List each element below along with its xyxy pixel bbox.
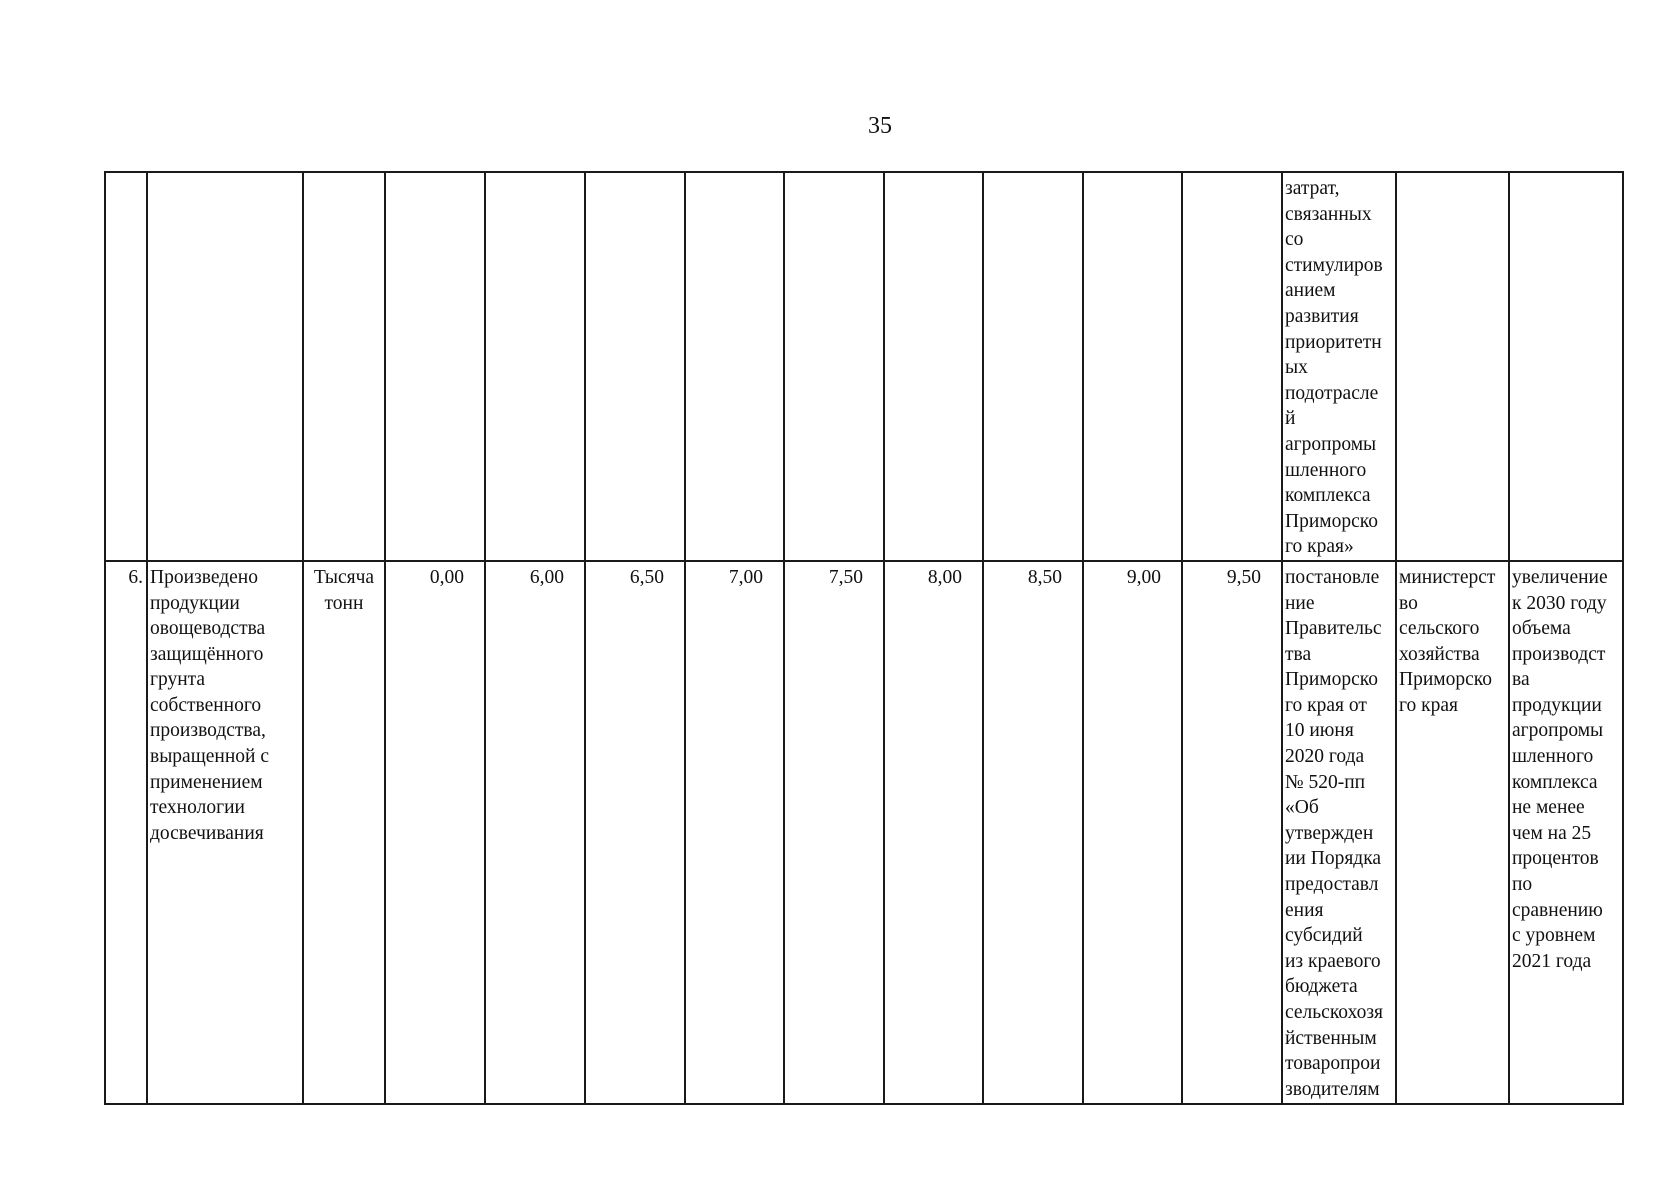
cell-unit — [303, 561, 385, 1104]
cell-value — [1182, 172, 1282, 561]
cell-result — [1509, 172, 1623, 561]
cell-value — [585, 172, 685, 561]
cell-value — [983, 172, 1083, 561]
cell-value — [1083, 172, 1182, 561]
cell-value — [385, 172, 485, 561]
indicator-text: Произведено продукции овощеводства защищённого грунта собственного производства, выращенной с применением технологии досвечивания — [150, 566, 269, 844]
cell-value: 0,00 — [385, 561, 485, 1104]
cell-value — [685, 172, 784, 561]
cell-value — [784, 172, 884, 561]
cell-row-number: 6. — [105, 561, 147, 1104]
cell-indicator — [147, 561, 303, 1104]
cell-value: 6,50 — [585, 561, 685, 1104]
cell-basis — [1282, 172, 1396, 561]
cell-indicator — [147, 172, 303, 561]
cell-value: 7,50 — [784, 561, 884, 1104]
cell-value: 7,00 — [685, 561, 784, 1104]
cell-value: 9,50 — [1182, 561, 1282, 1104]
cell-responsible — [1396, 172, 1509, 561]
cell-value: 8,50 — [983, 561, 1083, 1104]
table-row-continued — [105, 172, 1623, 561]
cell-number — [105, 172, 147, 561]
cell-value — [884, 172, 983, 561]
cell-value: 6,00 — [485, 561, 585, 1104]
table-row-6 — [105, 561, 1623, 1104]
unit-text: Тысяча тонн — [313, 566, 375, 614]
cell-result — [1509, 561, 1623, 1104]
basis-text: затрат, связанных со стимулиров анием развития приоритетн ых подотрасле й агропромы шленного комплекса Приморско го края» — [1285, 178, 1383, 558]
cell-value — [485, 172, 585, 561]
page-number: 35 — [868, 113, 892, 139]
cell-unit — [303, 172, 385, 561]
cell-basis — [1282, 561, 1396, 1104]
cell-value: 9,00 — [1083, 561, 1182, 1104]
responsible-text: министерст во сельского хозяйства Приморско го края — [1399, 566, 1496, 716]
indicators-table — [104, 171, 1624, 1105]
cell-responsible — [1396, 561, 1509, 1104]
basis-text: постановле ние Правительс тва Приморско го края от 10 июня 2020 года № 520-пп «Об утвержден ии Порядка предоставл ения субсидий из краевого бюджета сельскохозя йственным товаропрои зводителям — [1285, 566, 1384, 1100]
cell-value: 8,00 — [884, 561, 983, 1104]
result-text: увеличение к 2030 году объема производст ва продукции агропромы шленного комплекса не менее чем на 25 процентов по сравнению с уровнем 2021 года — [1512, 566, 1608, 972]
